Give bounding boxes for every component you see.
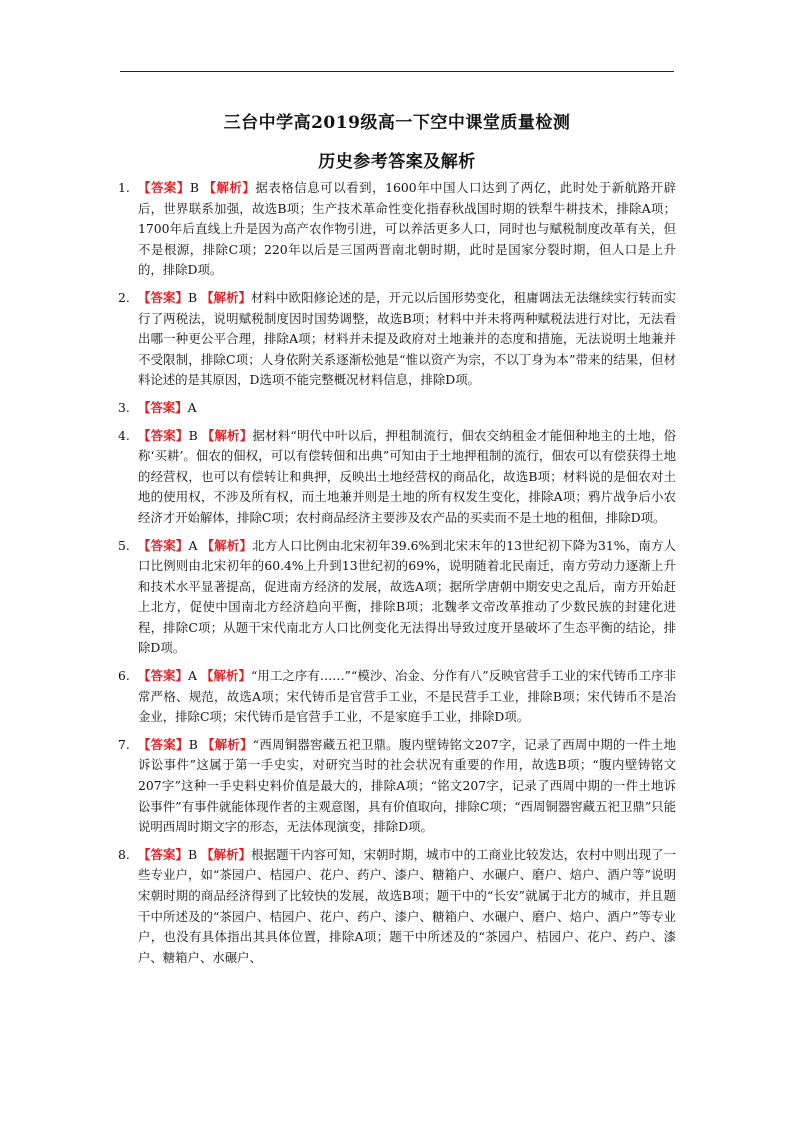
answer-letter: B <box>188 846 198 862</box>
header-rule <box>120 71 674 72</box>
answer-tag: 【答案】 <box>138 846 188 862</box>
item-number: 2. <box>118 289 130 305</box>
answer-tag: 【答案】 <box>138 399 188 415</box>
analysis-text: 材料中欧阳修论述的是，开元以后国形势变化，租庸调法无法继续实行转而实行了两税法，说明赋税制度因时国势调整，故选B项；材料中并未将两种赋税法进行对比，无法看出哪一种更公平合理，排除A项；材料并未提及政府对土地兼并的态度和措施，无法说明土地兼并不受限制，排除C项；人身依附关系逐渐松弛是“惟以资产为宗，不以丁身为本”带来的结果，但材料论述的是其原因，D选项不能完整概况材料信息，排除D项。 <box>138 289 676 388</box>
answer-item-7 <box>118 735 676 838</box>
answer-item-2 <box>118 288 676 391</box>
analysis-text: 据表格信息可以看到，1600年中国人口达到了两亿，此时处于新航路开辟后，世界联系加强，故选B项；生产技术革命性变化指春秋战国时期的铁犁牛耕技术，排除A项；1700年后直线上升是因为高产农作物引进，可以养活更多人口，同时也与赋税制度改革有关，但不是根源，排除C项；220年以后是三国两晋南北朝时期，此时是国家分裂时期，但人口是上升的，排除D项。 <box>138 180 676 278</box>
analysis-tag: 【解析】 <box>201 846 252 862</box>
answer-tag: 【答案】 <box>138 427 189 443</box>
analysis-tag: 【解析】 <box>201 537 253 553</box>
item-number: 6. <box>118 668 130 684</box>
answer-tag: 【答案】 <box>138 668 188 684</box>
item-number: 4. <box>118 427 130 443</box>
analysis-text: “用工之序有……”“模沙、冶金、分作有八”反映官营手工业的宋代铸币工序非常严格、规范，故选A项；宋代铸币是官营手工业，不是民营手工业，排除B项；宋代铸币不是冶金业，排除C项；宋代铸币是官营手工业，不是家庭手工业，排除D项。 <box>138 668 676 725</box>
analysis-tag: 【解析】 <box>202 736 253 752</box>
answer-item-3 <box>118 398 676 419</box>
answer-letter: A <box>188 537 198 553</box>
analysis-tag: 【解析】 <box>201 427 253 443</box>
exam-title: 三台中学高2019级高一下空中课堂质量检测 <box>223 113 571 133</box>
analysis-tag: 【解析】 <box>200 668 251 684</box>
answer-item-1 <box>118 178 676 281</box>
answer-letter: B <box>188 289 198 305</box>
answer-item-5 <box>118 536 676 660</box>
item-number: 7. <box>118 736 130 752</box>
answer-key-subtitle: 历史参考答案及解析 <box>318 152 476 172</box>
item-number: 8. <box>118 846 130 862</box>
answer-tag: 【答案】 <box>138 537 189 553</box>
item-number: 5. <box>118 537 130 553</box>
analysis-text: “西周铜器窖藏五祀卫鼎。腹内壁铸铭文207字，记录了西周中期的一件土地诉讼事件”这属于第一手史实，对研究当时的社会状况有重要的作用，故选B项；“腹内壁铸铭文207字”这种一手史料史料价值是最大的，排除A项；“铭文207字，记录了西周中期的一件土地诉讼事件”有事件就能体现作者的主观意图，具有价值取向，排除C项；“西周铜器窖藏五祀卫鼎”只能说明西周时期文字的形态，无法体现演变，排除D项。 <box>138 736 677 835</box>
answer-list <box>118 178 676 975</box>
answer-item-4 <box>118 426 676 529</box>
analysis-tag: 【解析】 <box>201 289 252 305</box>
answer-item-8 <box>118 845 676 969</box>
answer-letter: A <box>187 399 197 415</box>
analysis-text: 根据题干内容可知，宋朝时期，城市中的工商业比较发达，农村中则出现了一些专业户，如“茶园户、桔园户、花户、药户、漆户、糖箱户、水碾户、磨户、焙户、酒户等”说明宋朝时期的商品经济得到了比较快的发展，故选B项；题干中的“长安”就属于北方的城市，并且题干中所述及的“茶园户、桔园户、花户、药户、漆户、糖箱户、水碾户、磨户、焙户、酒户”等专业户，也没有具体指出其具体位置，排除A项；题干中所述及的“茶园户、桔园户、花户、药户、漆户、糖箱户、水碾户、 <box>138 846 676 965</box>
answer-letter: B <box>188 427 198 443</box>
answer-letter: A <box>187 668 197 684</box>
analysis-tag: 【解析】 <box>203 180 256 195</box>
item-number: 1. <box>118 180 130 195</box>
analysis-text: 据材料“明代中叶以后，押租制流行，佃农交纳租金才能佃种地主的土地，俗称‘买耕’。佃农的佃权，可以有偿转佃和出典”可知由于土地押租制的流行，佃农可以有偿获得土地的经营权，也可以有偿转让和典押，反映出土地经营权的商品化，故选B项；材料说的是佃农对土地的使用权，不涉及所有权，而土地兼并则是土地的所有权发生变化，排除A项；鸦片战争后小农经济才开始解体，排除C项；农村商品经济主要涉及农产品的买卖而不是土地的租佃，排除D项。 <box>138 427 677 525</box>
analysis-text: 北方人口比例由北宋初年39.6%到北宋末年的13世纪初下降为31%，南方人口比例则由北宋初年的60.4%上升到13世纪初的69%，说明随着北民南迁，南方劳动力逐渐上升和技术水平显著提高，促进南方经济的发展，故选A项；据所学唐朝中期安史之乱后，南方开始赶上北方，促使中国南北方经济趋向平衡，排除B项；北魏孝文帝改革推动了少数民族的封建化进程，排除C项；从题干宋代南北方人口比例变化无法得出导致过度开垦破坏了生态平衡的结论，排除D项。 <box>138 537 676 656</box>
answer-letter: B <box>189 180 199 195</box>
answer-letter: B <box>188 736 198 752</box>
answer-tag: 【答案】 <box>138 180 190 195</box>
answer-tag: 【答案】 <box>138 289 188 305</box>
answer-item-6 <box>118 666 676 728</box>
answer-tag: 【答案】 <box>138 736 189 752</box>
item-number: 3. <box>118 399 130 415</box>
